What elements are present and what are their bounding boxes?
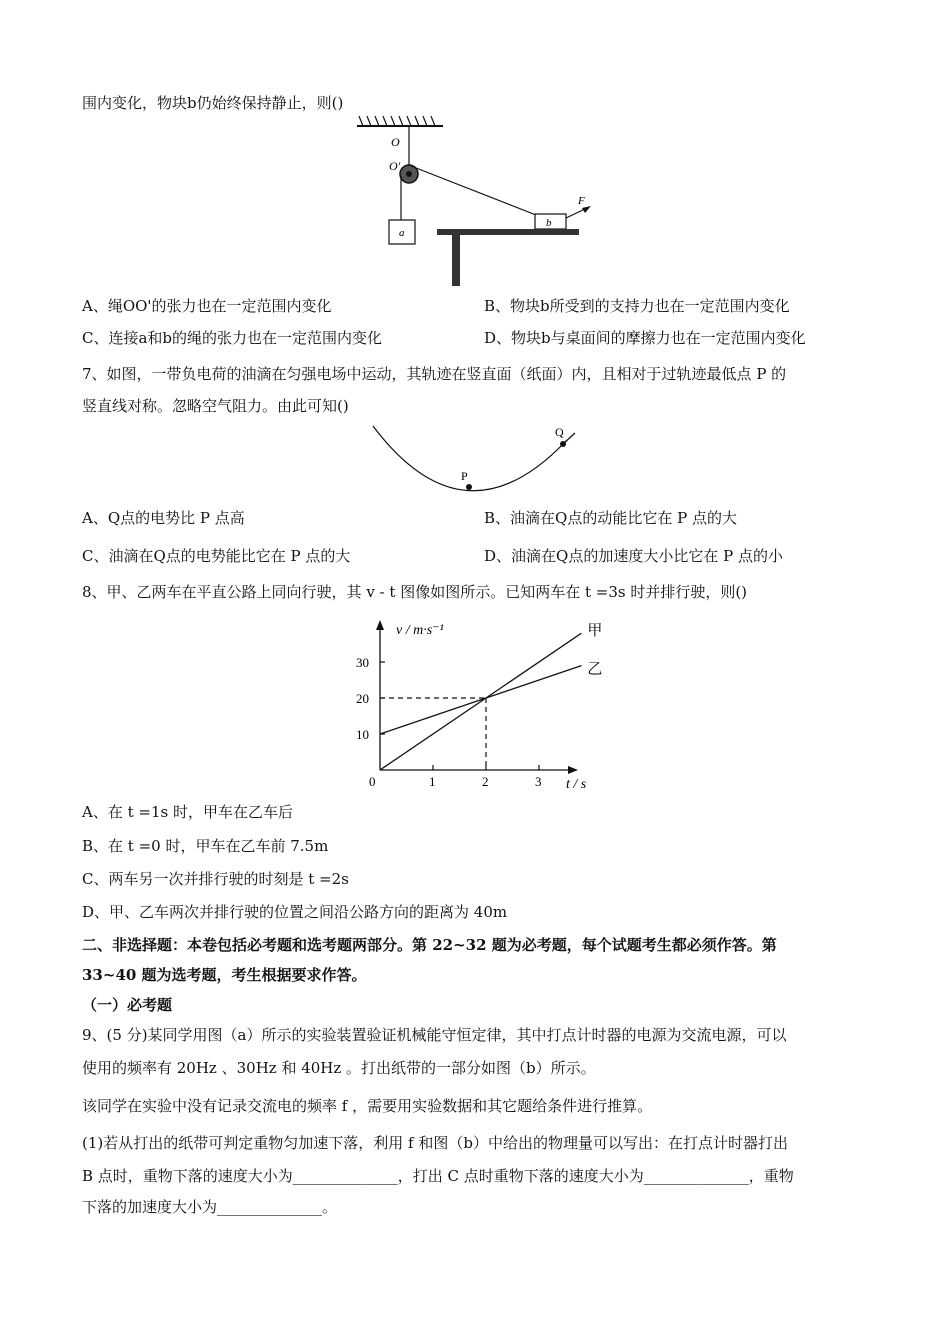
x-axis-label: t / s (566, 777, 587, 792)
q6-stem-end: 围内变化，物块b仍始终保持静止，则() (82, 94, 344, 112)
y-tick-label-10: 10 (356, 727, 369, 742)
svg-text:P: P (461, 469, 468, 483)
y-tick-label-30: 30 (356, 655, 369, 670)
q7-trajectory-figure (365, 420, 585, 500)
q7-option-c[interactable]: C、油滴在Q点的电势能比它在 P 点的大 (82, 547, 351, 565)
x-tick-label-1: 1 (429, 774, 436, 789)
q6-option-d[interactable]: D、物块b与桌面间的摩擦力也在一定范围内变化 (484, 329, 806, 347)
q7-option-b[interactable]: B、油滴在Q点的动能比它在 P 点的大 (484, 509, 737, 527)
x-tick-label-0: 0 (369, 774, 376, 789)
point-P (466, 484, 472, 490)
label-F: F (578, 195, 585, 207)
q6-option-c[interactable]: C、连接a和b的绳的张力也在一定范围内变化 (82, 329, 383, 347)
y-axis-label: v / m·s⁻¹ (396, 623, 444, 638)
q9-line1: 9、(5 分)某同学用图（a）所示的实验装置验证机械能守恒定律，其中打点计时器的电源为交流电源，可以 (82, 1026, 787, 1044)
q7-option-a[interactable]: A、Q点的电势比 P 点高 (82, 509, 245, 527)
q8-stem: 8、甲、乙两车在平直公路上同向行驶，其 v - t 图像如图所示。已知两车在 t =3s 时并排行驶，则() (82, 583, 748, 601)
svg-text:a: a (399, 227, 405, 239)
section2-heading-line2: 33~40 题为选考题，考生根据要求作答。 (82, 966, 367, 984)
q9-line2: 使用的频率有 20Hz 、30Hz 和 40Hz 。打出纸带的一部分如图（b）所示。 (82, 1059, 596, 1077)
q8-option-d[interactable]: D、甲、乙车两次并排行驶的位置之间沿公路方向的距离为 40m (82, 903, 508, 921)
q7-stem-line1: 7、如图，一带负电荷的油滴在匀强电场中运动，其轨迹在竖直面（纸面）内，且相对于过轨迹最低点 P 的 (82, 365, 787, 383)
series-label-jia: 甲 (587, 623, 603, 640)
x-tick-label-2: 2 (482, 774, 489, 789)
q9-part1-line1: (1)若从打出的纸带可判定重物匀加速下落，利用 f 和图（b）中给出的物理量可以写出：在打点计时器打出 (82, 1134, 788, 1152)
q6-option-b[interactable]: B、物块b所受到的支持力也在一定范围内变化 (484, 297, 790, 315)
q8-option-b[interactable]: B、在 t =0 时，甲车在乙车前 7.5m (82, 837, 329, 855)
label-O: O (391, 135, 400, 149)
q9-part1-line2[interactable]: B 点时，重物下落的速度大小为______________，打出 C 点时重物下落的速度大小为______________，重物 (82, 1167, 794, 1185)
section2-subheading: （一）必考题 (82, 996, 173, 1014)
q7-stem-line2: 竖直线对称。忽略空气阻力。由此可知() (82, 397, 349, 415)
svg-text:Q: Q (555, 425, 564, 439)
q8-option-c[interactable]: C、两车另一次并排行驶的时刻是 t =2s (82, 870, 349, 888)
section2-heading-line1: 二、非选择题：本卷包括必考题和选考题两部分。第 22~32 题为必考题，每个试题考生都必须作答。第 (82, 936, 777, 954)
q9-line3: 该同学在实验中没有记录交流电的频率 f ，需要用实验数据和其它题给条件进行推算。 (82, 1097, 653, 1115)
series-line-yi (380, 666, 581, 734)
x-tick-label-3: 3 (535, 774, 542, 789)
table-leg (452, 235, 460, 286)
series-line-jia (380, 633, 581, 770)
y-tick-label-20: 20 (356, 691, 369, 706)
y-axis-arrow (376, 620, 384, 630)
svg-text:b: b (546, 217, 552, 229)
q8-option-a[interactable]: A、在 t =1s 时，甲车在乙车后 (82, 803, 293, 821)
q8-vt-chart (350, 614, 610, 794)
x-axis-arrow (568, 766, 578, 774)
q6-pulley-figure (345, 116, 605, 292)
point-Q (560, 441, 566, 447)
table-top (437, 229, 579, 235)
q7-option-d[interactable]: D、油滴在Q点的加速度大小比它在 P 点的小 (484, 547, 783, 565)
q9-part1-line3[interactable]: 下落的加速度大小为______________。 (82, 1198, 338, 1216)
q6-option-a[interactable]: A、绳OO'的张力也在一定范围内变化 (82, 297, 332, 315)
series-label-yi: 乙 (587, 661, 603, 678)
label-O-prime: O' (389, 159, 401, 173)
